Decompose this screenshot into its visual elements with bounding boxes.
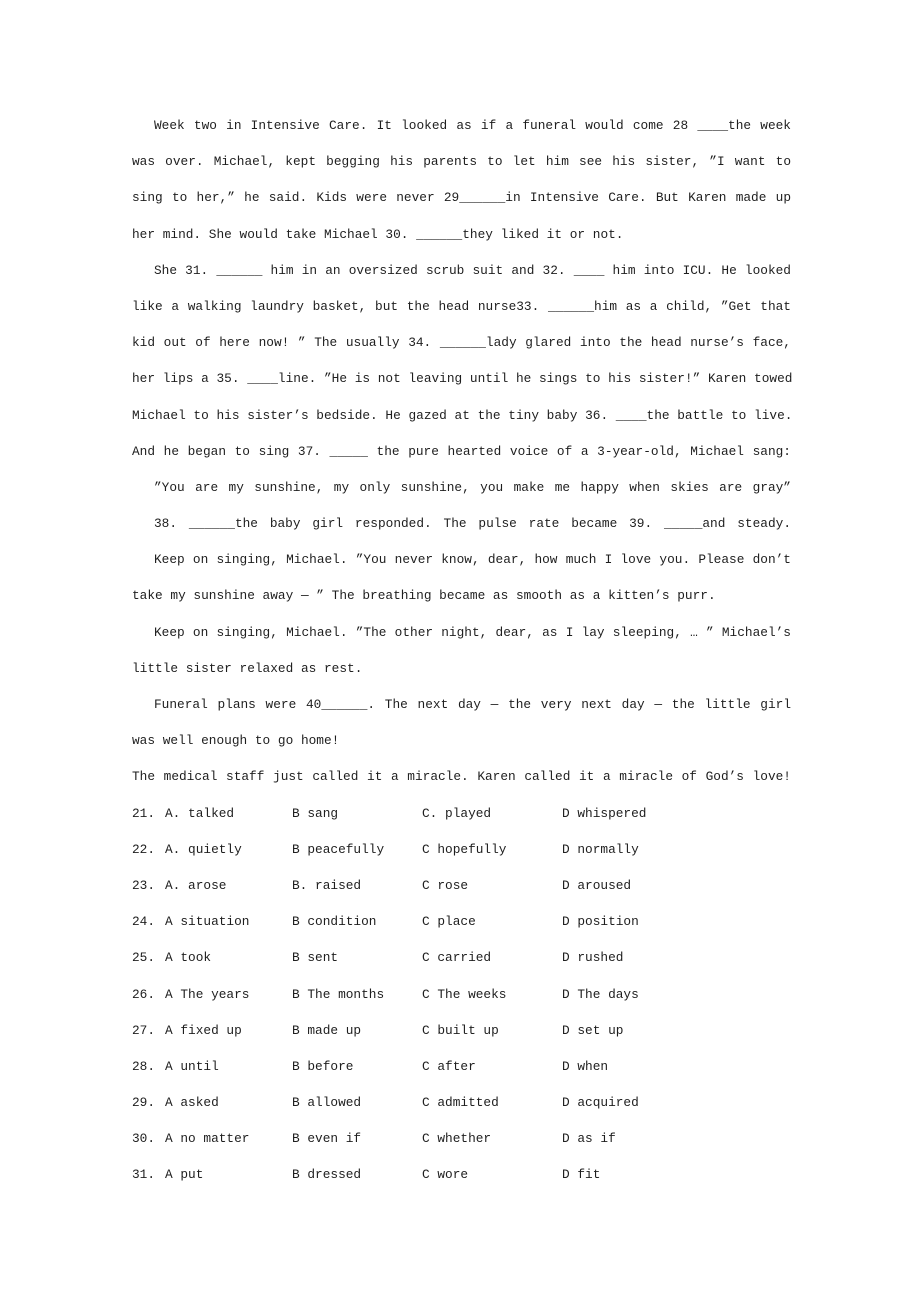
passage-line: Michael to his sister’s bedside. He gazed at the tiny baby 36. ____the battle to live. [132, 407, 793, 423]
question-row-28 [132, 1049, 791, 1085]
passage-line: her mind. She would take Michael 30. ______they liked it or not. [132, 226, 624, 242]
question-option-d: D as if [562, 1131, 616, 1147]
question-option-a: A asked [165, 1095, 219, 1111]
passage-line: The medical staff just called it a miracle. Karen called it a miracle of God’s love! [132, 769, 791, 785]
question-option-b: B even if [292, 1131, 362, 1147]
question-option-b: B made up [292, 1022, 362, 1038]
question-option-a: A fixed up [165, 1022, 242, 1038]
question-row-23 [132, 868, 791, 904]
question-row-26 [132, 977, 791, 1013]
passage-line: kid out of here now! ” The usually 34. ______lady glared into the head nurse’s face, [132, 335, 791, 351]
question-option-a: A took [165, 950, 212, 966]
question-option-b: B The months [292, 986, 385, 1002]
question-option-c: C The weeks [422, 986, 507, 1002]
question-option-a: A. talked [165, 805, 235, 821]
passage-line: She 31. ______ him in an oversized scrub suit and 32. ____ him into ICU. He looked [154, 262, 791, 278]
question-row-21 [132, 796, 791, 832]
question-row-24 [132, 904, 791, 940]
question-list [132, 796, 791, 1194]
question-option-c: C hopefully [422, 841, 507, 857]
question-row-29 [132, 1085, 791, 1121]
question-row-25 [132, 940, 791, 976]
question-option-b: B. raised [292, 877, 362, 893]
question-option-d: D position [562, 914, 639, 930]
question-option-c: C whether [422, 1131, 492, 1147]
question-option-a: A put [165, 1167, 204, 1183]
question-option-a: A until [165, 1058, 219, 1074]
question-option-b: B condition [292, 914, 377, 930]
question-option-c: C admitted [422, 1095, 499, 1111]
question-number: 24. [132, 914, 156, 930]
question-number: 26. [132, 986, 156, 1002]
question-row-30 [132, 1121, 791, 1157]
question-option-a: A situation [165, 914, 250, 930]
question-option-d: D acquired [562, 1095, 639, 1111]
question-option-a: A. arose [165, 877, 227, 893]
question-option-d: D fit [562, 1167, 601, 1183]
question-option-d: D aroused [562, 877, 632, 893]
passage-line: 38. ______the baby girl responded. The pulse rate became 39. _____and steady. [154, 516, 791, 532]
question-number: 21. [132, 805, 156, 821]
question-number: 30. [132, 1131, 156, 1147]
passage-line: Week two in Intensive Care. It looked as if a funeral would come 28 ____the week [154, 118, 791, 133]
passage-line: Keep on singing, Michael. ”You never know, dear, how much I love you. Please don’t [154, 552, 791, 568]
question-option-b: B before [292, 1058, 354, 1074]
passage-line: little sister relaxed as rest. [132, 660, 363, 676]
question-number: 27. [132, 1022, 156, 1038]
question-option-b: B sent [292, 950, 339, 966]
question-option-d: D whispered [562, 805, 647, 821]
question-option-b: B allowed [292, 1095, 362, 1111]
question-row-22 [132, 832, 791, 868]
question-option-b: B sang [292, 805, 339, 821]
question-number: 25. [132, 950, 156, 966]
question-option-c: C carried [422, 950, 492, 966]
passage-line: was well enough to go home! [132, 733, 340, 749]
question-option-d: D set up [562, 1022, 624, 1038]
question-option-a: A no matter [165, 1131, 250, 1147]
question-option-b: B dressed [292, 1167, 362, 1183]
question-option-c: C. played [422, 805, 492, 821]
question-number: 22. [132, 841, 156, 857]
passage-line: And he began to sing 37. _____ the pure hearted voice of a 3-year-old, Michael sang: [132, 443, 791, 459]
question-option-d: D The days [562, 986, 639, 1002]
passage-line: Funeral plans were 40______. The next day — the very next day — the little girl [154, 697, 791, 712]
passage-line: Keep on singing, Michael. ”The other night, dear, as I lay sleeping, … ” Michael’s [154, 624, 791, 640]
passage-line: her lips a 35. ____line. ”He is not leaving until he sings to his sister!” Karen towed [132, 371, 793, 387]
question-option-a: A The years [165, 986, 250, 1002]
question-option-c: C after [422, 1058, 476, 1074]
question-option-c: C place [422, 914, 476, 930]
passage-line: sing to her,” he said. Kids were never 29______in Intensive Care. But Karen made up [132, 190, 791, 206]
question-option-d: D normally [562, 841, 639, 857]
question-number: 29. [132, 1095, 156, 1111]
question-number: 23. [132, 877, 156, 893]
passage-line: was over. Michael, kept begging his parents to let him see his sister, ”I want to [132, 154, 791, 170]
question-option-b: B peacefully [292, 841, 385, 857]
passage-line: ”You are my sunshine, my only sunshine, you make me happy when skies are gray” [154, 479, 791, 495]
question-option-a: A. quietly [165, 841, 242, 857]
question-option-c: C built up [422, 1022, 499, 1038]
cloze-passage [132, 108, 791, 796]
passage-line: take my sunshine away — ” The breathing became as smooth as a kitten’s purr. [132, 588, 716, 604]
question-number: 31. [132, 1167, 156, 1183]
passage-line: like a walking laundry basket, but the head nurse33. ______him as a child, ”Get that [132, 298, 791, 314]
question-option-d: D when [562, 1058, 609, 1074]
question-option-c: C wore [422, 1167, 469, 1183]
question-row-27 [132, 1013, 791, 1049]
question-row-31 [132, 1157, 791, 1193]
question-option-c: C rose [422, 877, 469, 893]
question-option-d: D rushed [562, 950, 624, 966]
question-number: 28. [132, 1058, 156, 1074]
